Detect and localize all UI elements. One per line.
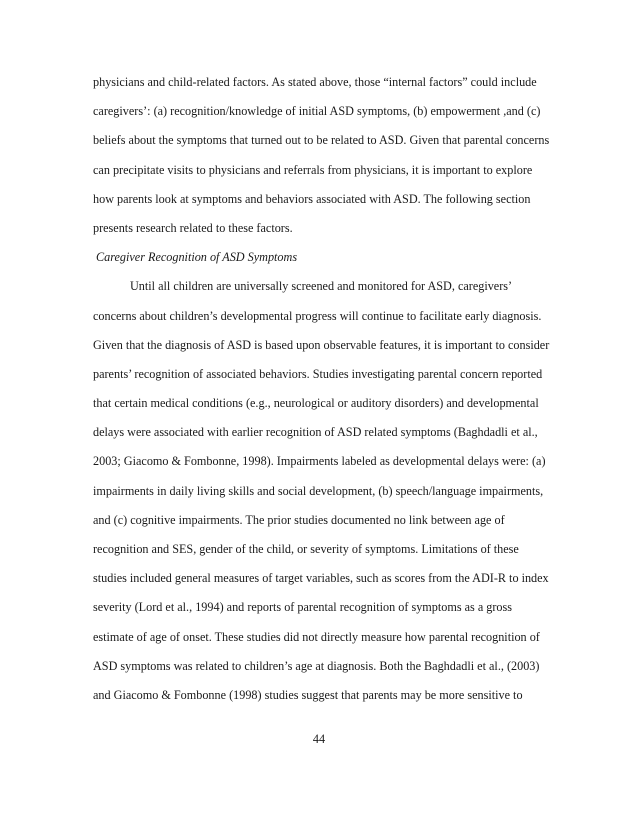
body-text [93,68,553,710]
text-line: caregivers’: (a) recognition/knowledge of initial ASD symptoms, (b) empowerment ,and (c) [93,104,541,119]
text-line: ASD symptoms was related to children’s age at diagnosis. Both the Baghdadli et al., (2003) [93,658,540,673]
text-line: estimate of age of onset. These studies did not directly measure how parental recognition of [93,629,540,644]
text-line: Given that the diagnosis of ASD is based upon observable features, it is important to consider [93,337,550,352]
text-line: can precipitate visits to physicians and referrals from physicians, it is important to explore [93,162,533,177]
text-line: how parents look at symptoms and behaviors associated with ASD. The following section [93,191,531,206]
text-line: 2003; Giacomo & Fombonne, 1998). Impairments labeled as developmental delays were: (a) [93,454,546,469]
page-number: 44 [312,732,326,746]
text-line: parents’ recognition of associated behaviors. Studies investigating parental concern reported [93,366,543,381]
text-line: presents research related to these factors. [93,220,293,235]
text-line: concerns about children’s developmental progress will continue to facilitate early diagnosis. [93,308,542,323]
text-line: beliefs about the symptoms that turned out to be related to ASD. Given that parental concerns [93,133,550,148]
text-line: that certain medical conditions (e.g., neurological or auditory disorders) and developmental [93,396,539,411]
text-line: and Giacomo & Fombonne (1998) studies suggest that parents may be more sensitive to [93,687,523,702]
text-line: and (c) cognitive impairments. The prior studies documented no link between age of [93,512,505,527]
paragraph-2 [93,272,553,710]
section-heading: Caregiver Recognition of ASD Symptoms [96,250,298,265]
text-line: studies included general measures of target variables, such as scores from the ADI-R to index [93,571,549,586]
text-line: impairments in daily living skills and social development, (b) speech/language impairments, [93,483,544,498]
text-line: recognition and SES, gender of the child, or severity of symptoms. Limitations of these [93,542,519,556]
text-line: Until all children are universally screened and monitored for ASD, caregivers’ [130,279,513,294]
text-line: delays were associated with earlier recognition of ASD related symptoms (Baghdadli et al., [93,425,538,440]
text-line: severity (Lord et al., 1994) and reports of parental recognition of symptoms as a gross [93,600,513,615]
paragraph-1 [93,68,553,243]
text-line: physicians and child-related factors. As stated above, those “internal factors” could include [93,75,537,89]
